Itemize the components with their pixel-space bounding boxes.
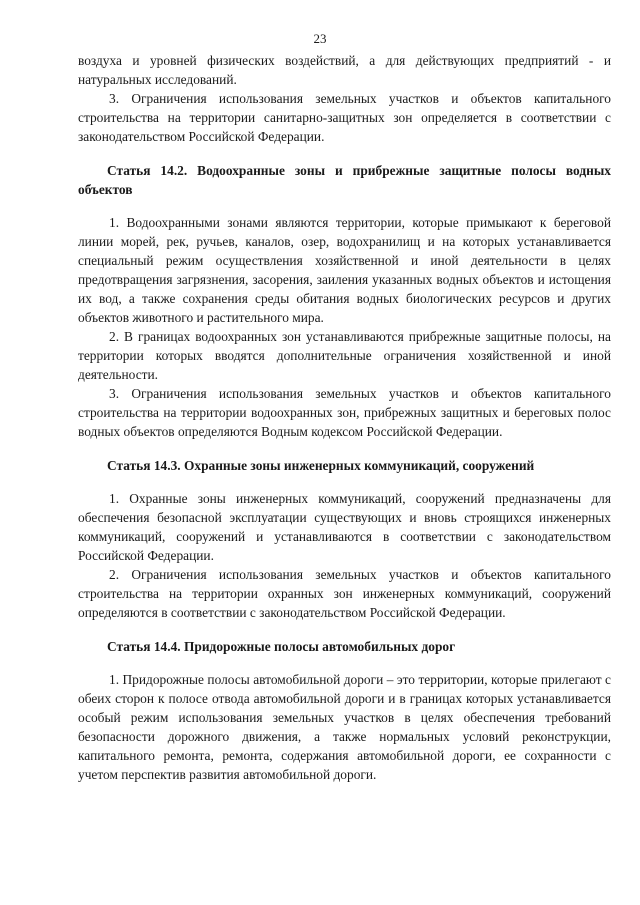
paragraph-utility-zone-restrictions: 2. Ограничения использования земельных участков и объектов капитального строительства на территории охранных зон инженерных коммуникаций, сооружений определяются в соответствии с законодательством Российской Федерации.: [78, 567, 611, 620]
paragraph-continuation: воздуха и уровней физических воздействий, а для действующих предприятий - и натуральных исследований.: [78, 53, 611, 87]
document-body: [78, 51, 611, 784]
paragraph-coastal-protective-strips: 2. В границах водоохранных зон устанавливаются прибрежные защитные полосы, на территории которых вводятся дополнительные ограничения хозяйственной и иной деятельности.: [78, 329, 611, 382]
page-number: 23: [313, 31, 327, 46]
heading-article-14-4: Статья 14.4. Придорожные полосы автомобильных дорог: [107, 639, 456, 654]
heading-article-14-3: Статья 14.3. Охранные зоны инженерных коммуникаций, сооружений: [107, 458, 535, 473]
paragraph-utility-protection-zones: 1. Охранные зоны инженерных коммуникаций, сооружений предназначены для обеспечения безопасной эксплуатации существующих и вновь строящихся инженерных коммуникаций, сооружений и устанавливаются в соответствии с законодательством Российской Федерации.: [78, 491, 611, 563]
heading-article-14-2: Статья 14.2. Водоохранные зоны и прибрежные защитные полосы водных объектов: [78, 163, 611, 197]
paragraph-water-protection-zones-definition: 1. Водоохранными зонами являются территории, которые примыкают к береговой линии морей, рек, ручьев, каналов, озер, водохранилищ и на которых устанавливается специальный режим осуществления хозяйственной и иной деятельности в целях предотвращения загрязнения, засорения, заиления указанных водных объектов и истощения их вод, а также сохранения среды обитания водных биологических ресурсов и других объектов животного и растительного мира.: [78, 215, 611, 325]
paragraph-sanitary-zone-restrictions: 3. Ограничения использования земельных участков и объектов капитального строительства на территории санитарно-защитных зон определяется в соответствии с законодательством Российской Федерации.: [78, 91, 611, 144]
paragraph-roadside-strips-definition: 1. Придорожные полосы автомобильной дороги – это территории, которые прилегают с обеих сторон к полосе отвода автомобильной дороги и в границах которых устанавливается особый режим использования земельных участков в целях обеспечения требований безопасности дорожного движения, а также нормальных условий реконструкции, капитального ремонта, ремонта, содержания автомобильной дороги, ее сохранности с учетом перспектив развития автомобильной дороги.: [78, 672, 611, 782]
paragraph-water-zone-restrictions: 3. Ограничения использования земельных участков и объектов капитального строительства на территории водоохранных зон, прибрежных защитных и береговых полос водных объектов определяются Водным кодексом Российской Федерации.: [78, 386, 611, 439]
